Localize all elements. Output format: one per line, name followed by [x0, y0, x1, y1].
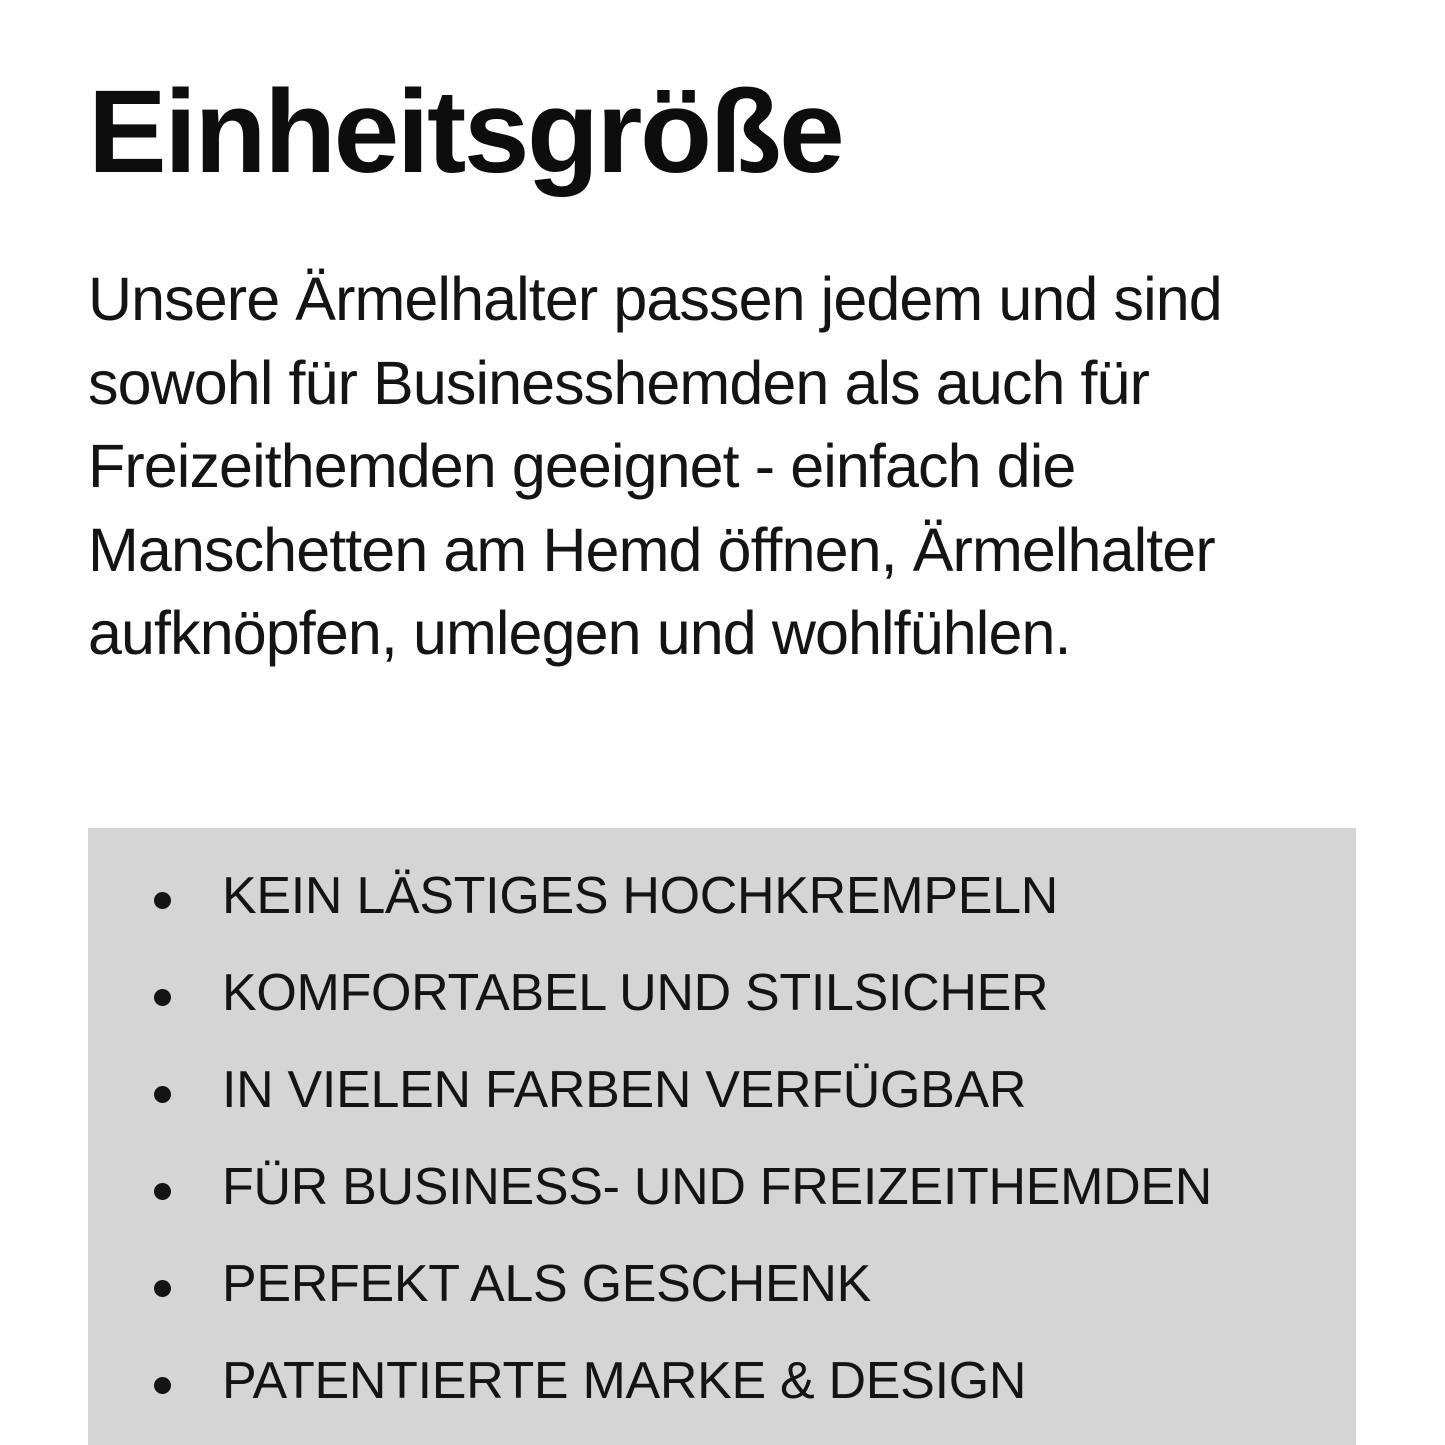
list-item: KEIN LÄSTIGES HOCHKREMPELN — [108, 870, 1336, 922]
features-list — [108, 867, 1336, 1410]
list-item: KOMFORTABEL UND STILSICHER — [108, 967, 1336, 1019]
description-paragraph: Unsere Ärmelhalter passen jedem und sind sowohl für Businesshemden als auch für Freizeithemden geeignet - einfach die Manschetten am Hemd öffnen, Ärmelhalter aufknöpfen, umlegen und wohlfühlen. — [88, 265, 1222, 668]
list-item: IN VIELEN FARBEN VERFÜGBAR — [108, 1064, 1336, 1116]
page-title: Einheitsgröße — [88, 66, 843, 198]
list-item: PERFEKT ALS GESCHENK — [108, 1258, 1336, 1310]
list-item: PATENTIERTE MARKE & DESIGN — [108, 1355, 1336, 1407]
features-panel — [88, 828, 1356, 1445]
list-item: FÜR BUSINESS- UND FREIZEITHEMDEN — [108, 1161, 1336, 1213]
